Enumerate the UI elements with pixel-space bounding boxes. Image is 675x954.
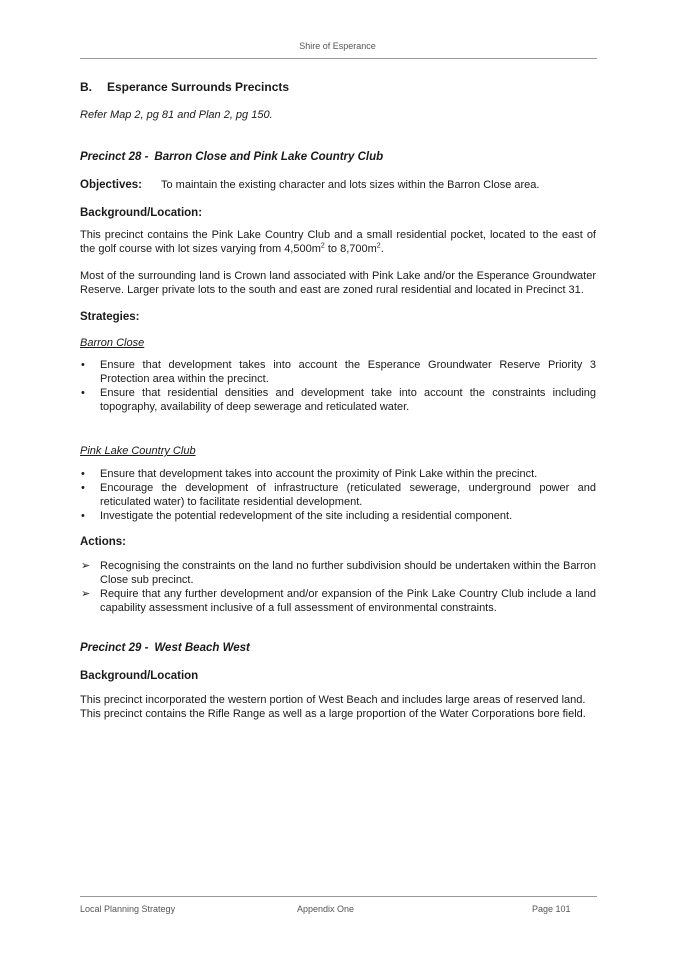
background-heading: Background/Location: <box>80 207 203 219</box>
footer-page-number: Page 101 <box>532 904 571 914</box>
arrow-icon: ➢ <box>81 560 91 572</box>
objectives-block <box>80 178 596 192</box>
section-number: B. <box>80 80 92 94</box>
list-item-text: Ensure that development takes into account the Esperance Groundwater Reserve Priority 3 Protection area within the precinct. <box>100 359 596 385</box>
background-paragraph-1 <box>80 228 596 256</box>
list-item <box>80 358 596 386</box>
barron-close-subheading: Barron Close <box>80 337 145 349</box>
strategies-heading: Strategies: <box>80 311 140 323</box>
background-text-a: This precinct contains the Pink Lake Country Club and a small residential pocket, located to the east of the golf course with lot sizes varying from 4,500m <box>80 229 596 255</box>
precinct-28-title: Barron Close and Pink Lake Country Club <box>154 151 384 163</box>
precinct-29-heading <box>80 641 596 655</box>
precinct-29-number: Precinct 29 - <box>80 642 149 654</box>
list-item-text: Require that any further development and/or expansion of the Pink Lake Country Club include a land capability assessment inclusive of a full assessment of environmental constraints. <box>100 588 596 614</box>
list-item-text: Investigate the potential redevelopment of the site including a residential component. <box>100 510 513 522</box>
pink-lake-list <box>80 467 596 523</box>
list-item <box>80 509 596 523</box>
list-item <box>80 386 596 414</box>
background-heading-29: Background/Location <box>80 670 199 682</box>
list-item <box>80 587 596 615</box>
list-item <box>80 467 596 481</box>
pink-lake-subheading: Pink Lake Country Club <box>80 445 196 457</box>
footer-left: Local Planning Strategy <box>80 904 176 914</box>
barron-close-list <box>80 358 596 414</box>
background-text-c: . <box>380 243 384 255</box>
list-item-text: Ensure that residential densities and development take into account the constraints including topography, availability of deep sewerage and reticulated water. <box>100 387 596 413</box>
footer-rule <box>80 896 597 897</box>
list-item <box>80 559 596 587</box>
background-paragraph-29: This precinct incorporated the western portion of West Beach and includes large areas of reserved land. This precinct contains the Rifle Range as well as a large proportion of the Water Corporations bore field. <box>80 694 586 720</box>
actions-heading: Actions: <box>80 536 126 548</box>
bullet-marker: • <box>81 359 85 371</box>
footer-center: Appendix One <box>297 904 355 914</box>
section-heading <box>80 80 596 96</box>
list-item-text: Recognising the constraints on the land no further subdivision should be undertaken within the Barron Close sub precinct. <box>100 560 596 586</box>
precinct-28-heading <box>80 150 596 164</box>
arrow-icon: ➢ <box>81 588 91 600</box>
precinct-28-number: Precinct 28 - <box>80 151 149 163</box>
background-text-b: to 8,700m <box>324 243 377 255</box>
page-content <box>80 80 596 721</box>
list-item <box>80 481 596 509</box>
superscript-1: 2 <box>320 242 325 250</box>
bullet-marker: • <box>81 482 85 494</box>
background-paragraph-2: Most of the surrounding land is Crown land associated with Pink Lake and/or the Esperance Groundwater Reserve. Larger private lots to the south and east are zoned rural residential and located in Precinct 31. <box>80 270 596 296</box>
precinct-29-title: West Beach West <box>154 642 250 654</box>
objectives-label: Objectives: <box>80 179 142 191</box>
list-item-text: Encourage the development of infrastructure (reticulated sewerage, underground power and reticulated water) to facilitate residential development. <box>100 482 596 508</box>
section-reference: Refer Map 2, pg 81 and Plan 2, pg 150. <box>80 109 273 121</box>
superscript-2: 2 <box>376 242 381 250</box>
page-header: Shire of Esperance <box>299 41 376 51</box>
bullet-marker: • <box>81 387 85 399</box>
bullet-marker: • <box>81 468 85 480</box>
bullet-marker: • <box>81 510 85 522</box>
objectives-text: To maintain the existing character and lots sizes within the Barron Close area. <box>161 179 540 191</box>
section-title: Esperance Surrounds Precincts <box>107 80 290 94</box>
header-rule <box>80 58 597 59</box>
list-item-text: Ensure that development takes into account the proximity of Pink Lake within the precinct. <box>100 468 538 480</box>
actions-list <box>80 559 596 615</box>
